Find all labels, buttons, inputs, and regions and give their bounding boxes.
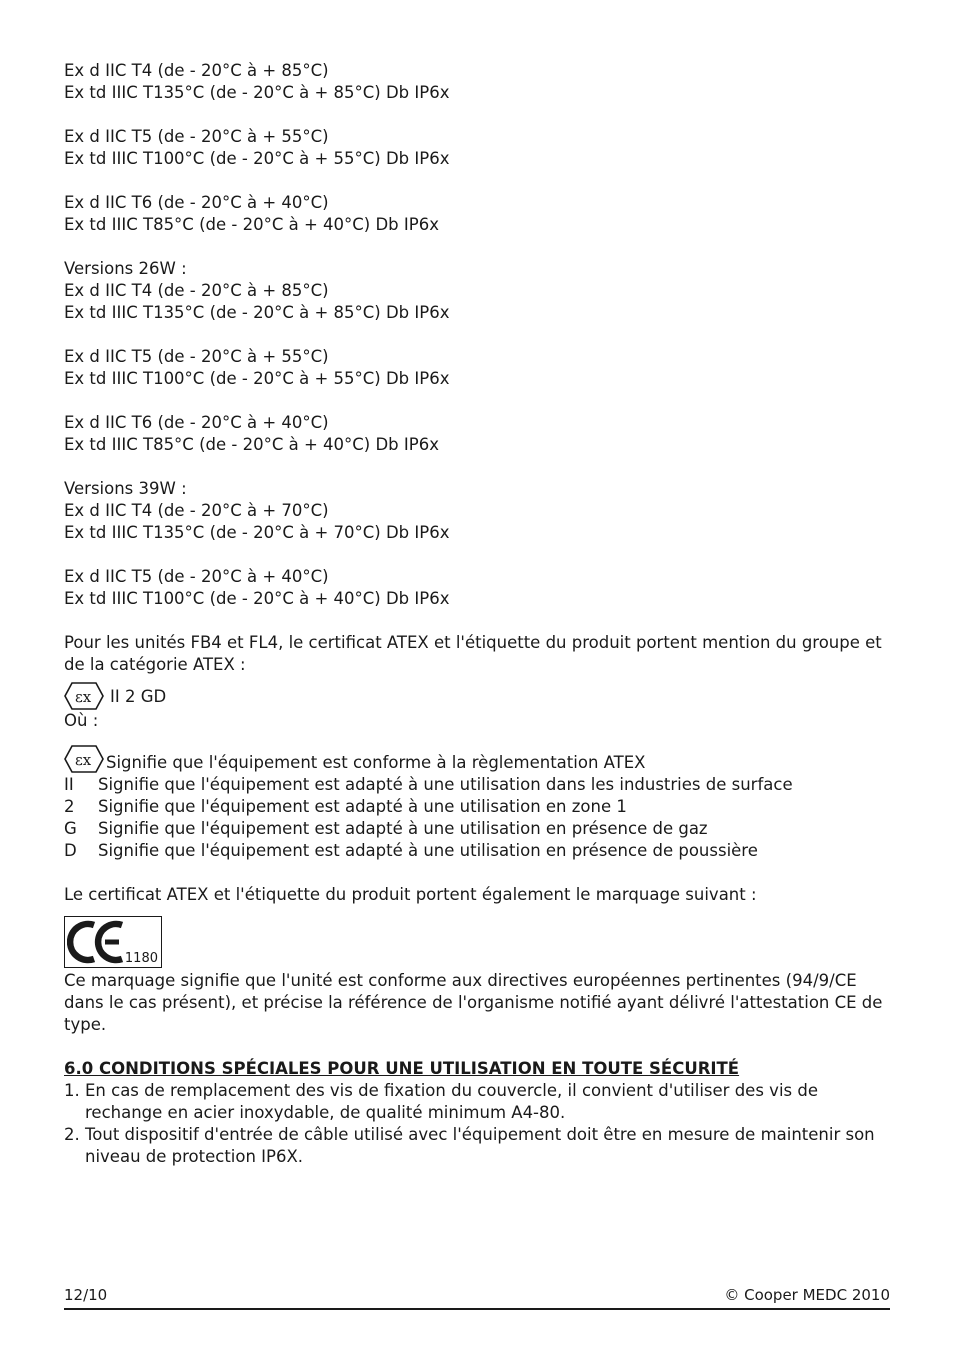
marking-line: Versions 39W : xyxy=(64,479,187,498)
marking-line: Ex td IIIC T135°C (de - 20°C à + 85°C) Db IP6x xyxy=(64,303,450,322)
marking-block xyxy=(64,478,890,544)
condition-item xyxy=(64,1124,890,1168)
marking-line: Ex d IIC T5 (de - 20°C à + 55°C) xyxy=(64,347,329,366)
definition-key: 2 xyxy=(64,797,75,816)
condition-number: 1. xyxy=(64,1081,80,1100)
marking-line: Ex td IIIC T135°C (de - 20°C à + 85°C) Db IP6x xyxy=(64,83,450,102)
page-footer xyxy=(64,1284,890,1306)
copyright: © Cooper MEDC 2010 xyxy=(724,1286,890,1304)
ou-label: Où : xyxy=(64,711,99,730)
ce-mark xyxy=(64,916,162,968)
definition-key: G xyxy=(64,819,77,838)
ex-meaning-row xyxy=(64,740,890,774)
marking-line: Ex d IIC T5 (de - 20°C à + 55°C) xyxy=(64,127,329,146)
marking-line: Ex d IIC T5 (de - 20°C à + 40°C) xyxy=(64,567,329,586)
definition-item xyxy=(64,818,890,840)
marking-line: Ex d IIC T4 (de - 20°C à + 85°C) xyxy=(64,61,329,80)
definition-text: Signifie que l'équipement est adapté à une utilisation dans les industries de surface xyxy=(98,775,793,794)
marking-line: Versions 26W : xyxy=(64,259,187,278)
marking-blocks xyxy=(64,60,890,610)
definition-text: Signifie que l'équipement est adapté à une utilisation en présence de gaz xyxy=(98,819,708,838)
ce-intro: Le certificat ATEX et l'étiquette du produit portent également le marquage suivant : xyxy=(64,885,757,904)
atex-marking-row xyxy=(64,682,890,710)
ce-notified-body-number: 1180 xyxy=(124,951,158,966)
svg-text:εx: εx xyxy=(75,688,92,706)
marking-block xyxy=(64,192,890,236)
marking-line: Ex td IIIC T100°C (de - 20°C à + 55°C) Db IP6x xyxy=(64,149,450,168)
marking-line: Ex d IIC T4 (de - 20°C à + 85°C) xyxy=(64,281,329,300)
definition-text: Signifie que l'équipement est adapté à une utilisation en zone 1 xyxy=(98,797,627,816)
document-page xyxy=(64,60,890,1168)
section-heading: 6.0 CONDITIONS SPÉCIALES POUR UNE UTILISATION EN TOUTE SÉCURITÉ xyxy=(64,1059,740,1078)
marking-block xyxy=(64,60,890,104)
ce-description: Ce marquage signifie que l'unité est conforme aux directives européennes pertinentes (94/9/CE dans le cas présent), et précise la référence de l'organisme notifié ayant délivré l'attestation CE de type. xyxy=(64,971,883,1034)
condition-text: Tout dispositif d'entrée de câble utilisé avec l'équipement doit être en mesure de maintenir son niveau de protection IP6X. xyxy=(85,1125,875,1166)
ex-hexagon-icon xyxy=(64,744,104,774)
condition-item xyxy=(64,1080,890,1124)
condition-number: 2. xyxy=(64,1125,80,1144)
page-number: 12/10 xyxy=(64,1286,108,1304)
marking-line: Ex td IIIC T100°C (de - 20°C à + 40°C) Db IP6x xyxy=(64,589,450,608)
conditions-list xyxy=(64,1080,890,1168)
ce-logo-icon xyxy=(67,919,127,965)
definition-item xyxy=(64,840,890,862)
condition-text: En cas de remplacement des vis de fixation du couvercle, il convient d'utiliser des vis de rechange en acier inoxydable, de qualité minimum A4-80. xyxy=(85,1081,818,1122)
definition-list xyxy=(64,774,890,862)
marking-block xyxy=(64,126,890,170)
footer-rule xyxy=(64,1308,890,1310)
marking-line: Ex d IIC T4 (de - 20°C à + 70°C) xyxy=(64,501,329,520)
atex-intro: Pour les unités FB4 et FL4, le certificat ATEX et l'étiquette du produit portent mention du groupe et de la catégorie ATEX : xyxy=(64,633,882,674)
definition-text: Signifie que l'équipement est adapté à une utilisation en présence de poussière xyxy=(98,841,758,860)
marking-line: Ex d IIC T6 (de - 20°C à + 40°C) xyxy=(64,193,329,212)
marking-block xyxy=(64,412,890,456)
marking-line: Ex td IIIC T135°C (de - 20°C à + 70°C) Db IP6x xyxy=(64,523,450,542)
marking-line: Ex td IIIC T100°C (de - 20°C à + 55°C) Db IP6x xyxy=(64,369,450,388)
definition-item xyxy=(64,796,890,818)
ex-hexagon-icon xyxy=(64,681,104,711)
marking-block xyxy=(64,566,890,610)
marking-line: Ex d IIC T6 (de - 20°C à + 40°C) xyxy=(64,413,329,432)
marking-line: Ex td IIIC T85°C (de - 20°C à + 40°C) Db IP6x xyxy=(64,435,439,454)
definition-item xyxy=(64,774,890,796)
svg-text:εx: εx xyxy=(75,751,92,769)
marking-block xyxy=(64,346,890,390)
definition-key: II xyxy=(64,775,74,794)
marking-line: Ex td IIIC T85°C (de - 20°C à + 40°C) Db IP6x xyxy=(64,215,439,234)
definition-key: D xyxy=(64,841,77,860)
atex-marking: II 2 GD xyxy=(110,686,167,706)
marking-block xyxy=(64,258,890,324)
ex-meaning: Signifie que l'équipement est conforme à la règlementation ATEX xyxy=(106,753,646,772)
